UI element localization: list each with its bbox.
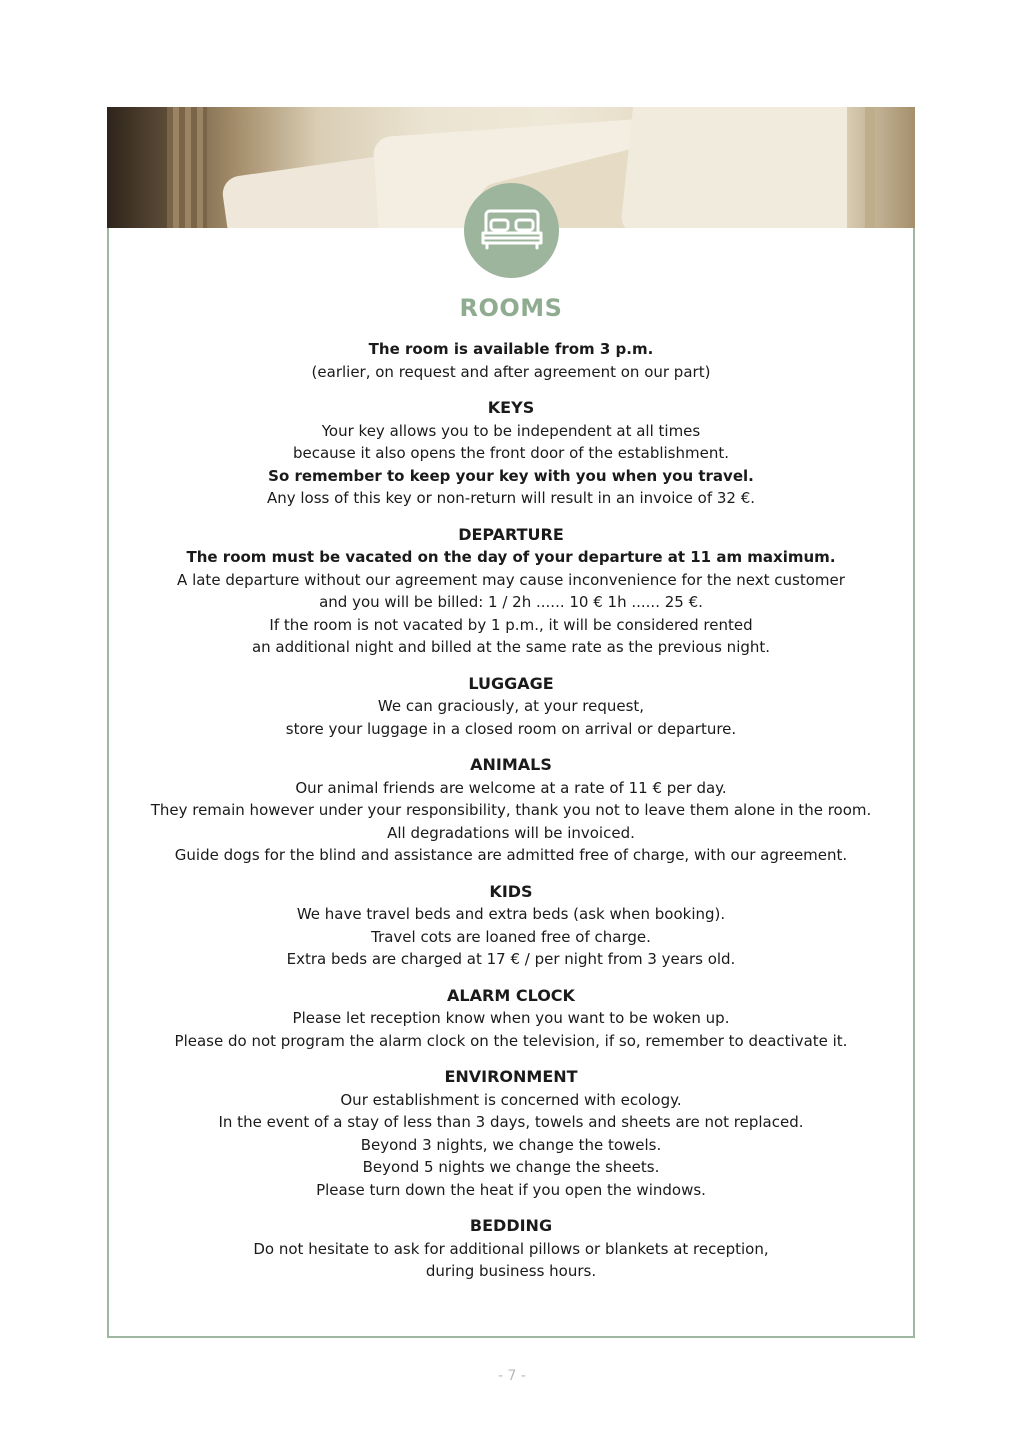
section-line: Your key allows you to be independent at all times	[321, 421, 701, 440]
section-line: and you will be billed: 1 / 2h ...... 10 € 1h ...... 25 €.	[319, 593, 703, 611]
section-title: KIDS	[489, 881, 533, 901]
section-keys	[112, 397, 910, 510]
section-kids	[112, 881, 910, 971]
page-title: ROOMS	[459, 294, 563, 322]
section-line: They remain however under your responsibility, thank you not to leave them alone in the room.	[150, 801, 872, 819]
section-departure	[112, 524, 910, 659]
section-line: The room must be vacated on the day of your departure at 11 am maximum.	[186, 548, 836, 566]
intro-availability: The room is available from 3 p.m.	[368, 340, 654, 358]
section-title: BEDDING	[469, 1216, 553, 1235]
section-animals	[112, 754, 910, 867]
page-number: - 7 -	[498, 1368, 526, 1384]
section-luggage	[112, 673, 910, 741]
bed-icon-badge	[464, 183, 559, 278]
section-title: ALARM CLOCK	[447, 985, 575, 1005]
section-line: store your luggage in a closed room on arrival or departure.	[285, 719, 737, 738]
section-title: ENVIRONMENT	[444, 1067, 578, 1086]
section-line: because it also opens the front door of the establishment.	[292, 444, 729, 462]
rooms-content	[112, 290, 910, 1283]
section-line: Please do not program the alarm clock on the television, if so, remember to deactivate it.	[174, 1031, 848, 1050]
sections-list	[112, 397, 910, 1283]
section-line: Beyond 5 nights we change the sheets.	[362, 1158, 660, 1176]
section-line: Our establishment is concerned with ecology.	[340, 1090, 682, 1109]
section-line: In the event of a stay of less than 3 days, towels and sheets are not replaced.	[218, 1113, 804, 1131]
section-title: ANIMALS	[470, 755, 552, 774]
section-line: A late departure without our agreement may cause inconvenience for the next customer	[177, 570, 845, 589]
section-bedding	[112, 1215, 910, 1283]
section-line: Travel cots are loaned free of charge.	[371, 927, 651, 946]
section-line: Please let reception know when you want to be woken up.	[292, 1009, 730, 1027]
section-environment	[112, 1066, 910, 1201]
intro-note: (earlier, on request and after agreement on our part)	[311, 362, 711, 381]
section-title: KEYS	[487, 398, 535, 417]
section-line: If the room is not vacated by 1 p.m., it will be considered rented	[269, 615, 753, 634]
section-line: during business hours.	[425, 1262, 597, 1280]
bed-icon	[480, 207, 544, 255]
section-line: Any loss of this key or non-return will result in an invoice of 32 €.	[266, 489, 756, 507]
section-line: We can graciously, at your request,	[377, 697, 645, 715]
section-line: Extra beds are charged at 17 € / per night from 3 years old.	[286, 950, 736, 968]
section-line: Beyond 3 nights, we change the towels.	[360, 1135, 662, 1154]
section-alarm-clock	[112, 985, 910, 1053]
section-line: Guide dogs for the blind and assistance are admitted free of charge, with our agreement.	[174, 846, 848, 864]
section-title: LUGGAGE	[468, 673, 554, 693]
section-line: Our animal friends are welcome at a rate of 11 € per day.	[295, 778, 727, 797]
section-title: DEPARTURE	[458, 524, 564, 544]
section-line: Please turn down the heat if you open the windows.	[316, 1180, 706, 1199]
section-line: So remember to keep your key with you when you travel.	[268, 466, 754, 485]
section-line: We have travel beds and extra beds (ask when booking).	[296, 905, 726, 923]
section-line: Do not hesitate to ask for additional pillows or blankets at reception,	[253, 1239, 769, 1258]
section-line: All degradations will be invoiced.	[387, 823, 635, 842]
section-line: an additional night and billed at the same rate as the previous night.	[251, 638, 771, 656]
